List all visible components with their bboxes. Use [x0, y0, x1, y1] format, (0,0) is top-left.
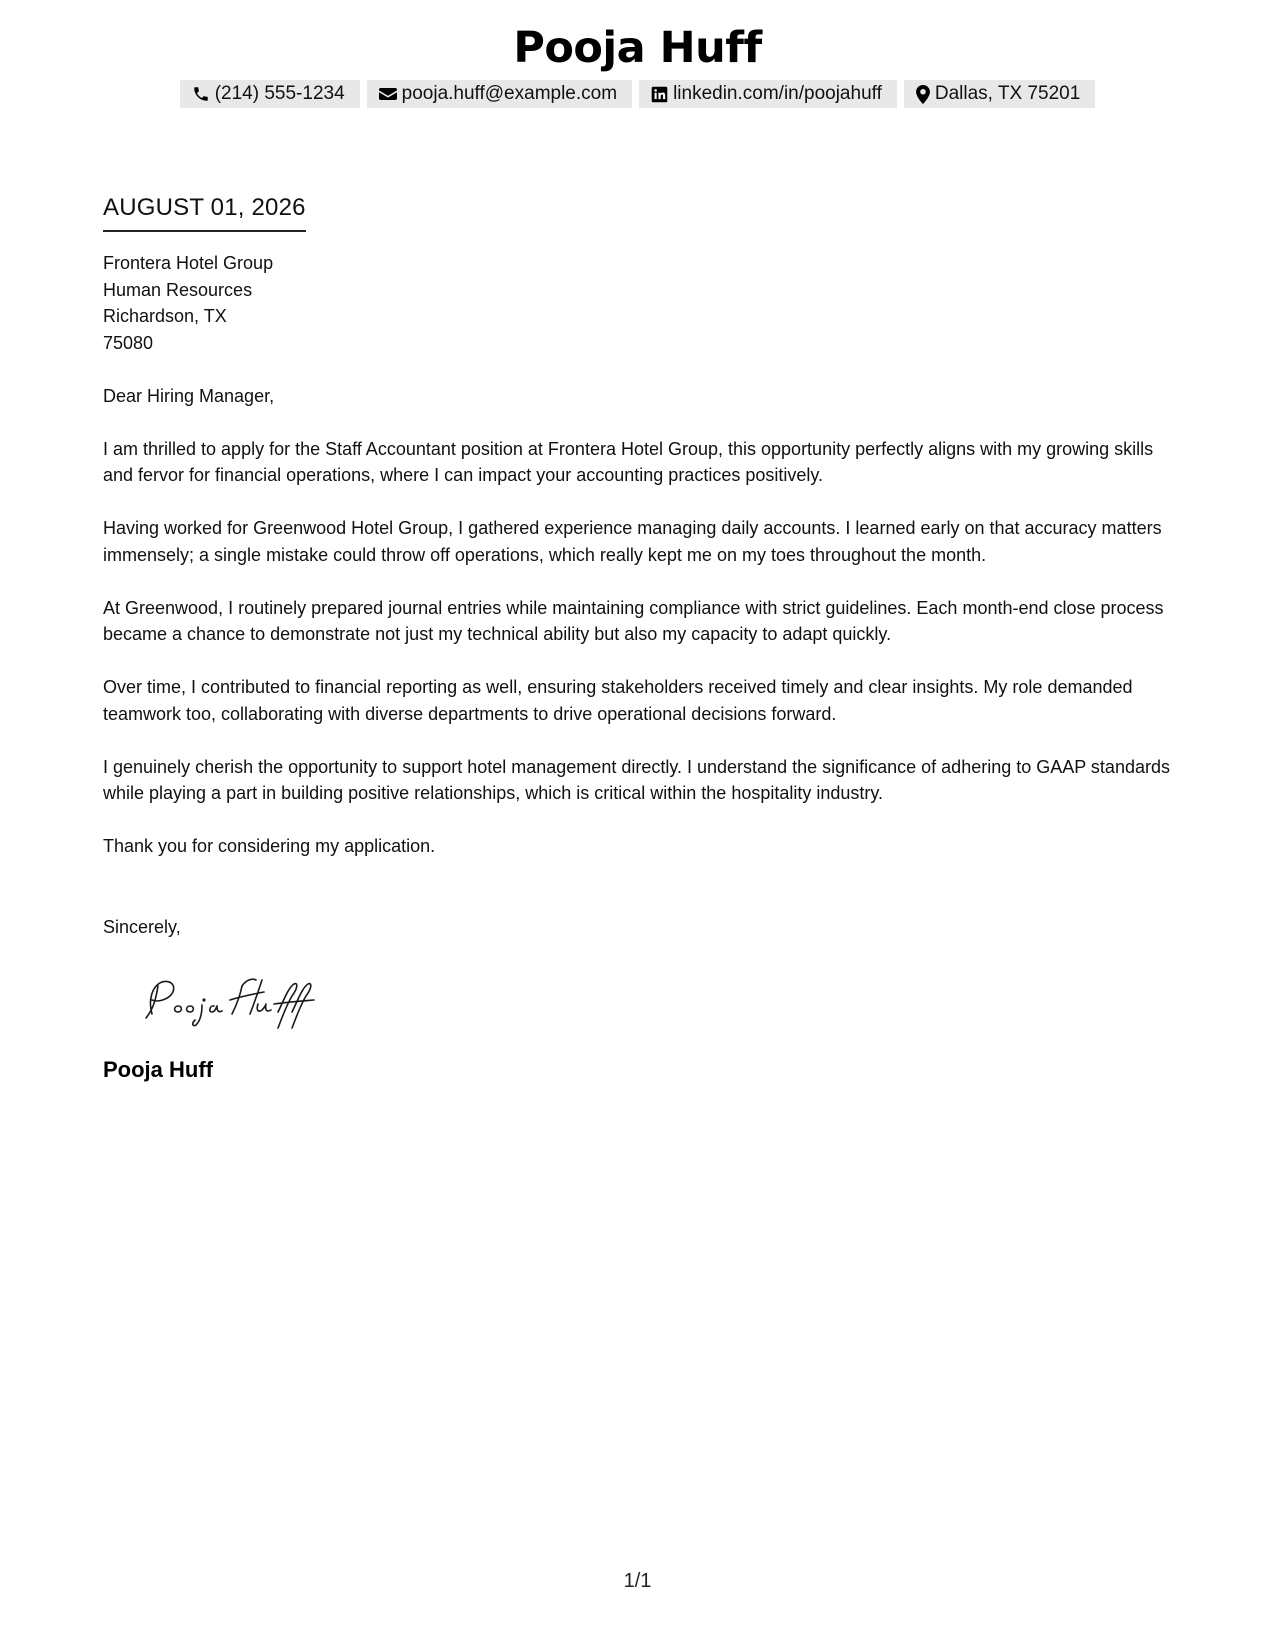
letter-paragraph: Thank you for considering my application. [103, 836, 436, 856]
letter-greeting: Dear Hiring Manager, [103, 385, 275, 406]
letter-paragraph: At Greenwood, I routinely prepared journal entries while maintaining compliance with strict guidelines. Each month-end close process became a chance to demonstrate not just my technical ability but also my capacity to adapt quickly. [103, 597, 1164, 644]
map-marker-icon [916, 85, 930, 104]
contact-phone [180, 80, 360, 108]
letter-date: AUGUST 01, 2026 [103, 193, 306, 232]
recipient-department: Human Resources [103, 279, 253, 300]
applicant-name-heading: Pooja Huff [513, 23, 762, 73]
letter-body [103, 250, 1173, 940]
recipient-address [103, 250, 1173, 356]
contact-linkedin [639, 80, 897, 108]
contact-location [904, 80, 1095, 108]
envelope-icon [379, 86, 397, 102]
letter-paragraph: I genuinely cherish the opportunity to support hotel management directly. I understand the significance of adhering to GAAP standards while playing a part in building positive relationships, which is critical within the hospitality industry. [103, 756, 1170, 803]
contact-email [367, 80, 632, 108]
phone-icon [192, 85, 210, 103]
linkedin-icon [651, 86, 668, 103]
recipient-city-state: Richardson, TX [103, 306, 227, 326]
letter-paragraph: Having worked for Greenwood Hotel Group, I gathered experience managing daily accounts. I learned early on that accuracy matters immensely; a single mistake could throw off operations, which really kept me on my toes throughout the month. [103, 518, 1162, 565]
sender-name: Pooja Huff [103, 1057, 213, 1082]
letter-paragraph: Over time, I contributed to financial reporting as well, ensuring stakeholders received timely and clear insights. My role demanded teamwork too, collaborating with diverse departments to drive operational decisions forward. [103, 677, 1133, 724]
phone-text: (214) 555-1234 [214, 83, 345, 104]
handwritten-signature [138, 972, 338, 1032]
letter-paragraph: I am thrilled to apply for the Staff Accountant position at Frontera Hotel Group, this opportunity perfectly aligns with my growing skills and fervor for financial operations, where I can impact your accounting practices positively. [103, 438, 1154, 485]
location-text: Dallas, TX 75201 [934, 83, 1081, 104]
letter-closing: Sincerely, [103, 916, 181, 937]
page-number: 1/1 [623, 1570, 652, 1592]
contact-bar [0, 80, 1275, 108]
recipient-company: Frontera Hotel Group [103, 253, 274, 273]
recipient-zip: 75080 [103, 332, 154, 353]
email-text: pooja.huff@example.com [401, 83, 618, 104]
linkedin-text: linkedin.com/in/poojahuff [673, 83, 882, 104]
